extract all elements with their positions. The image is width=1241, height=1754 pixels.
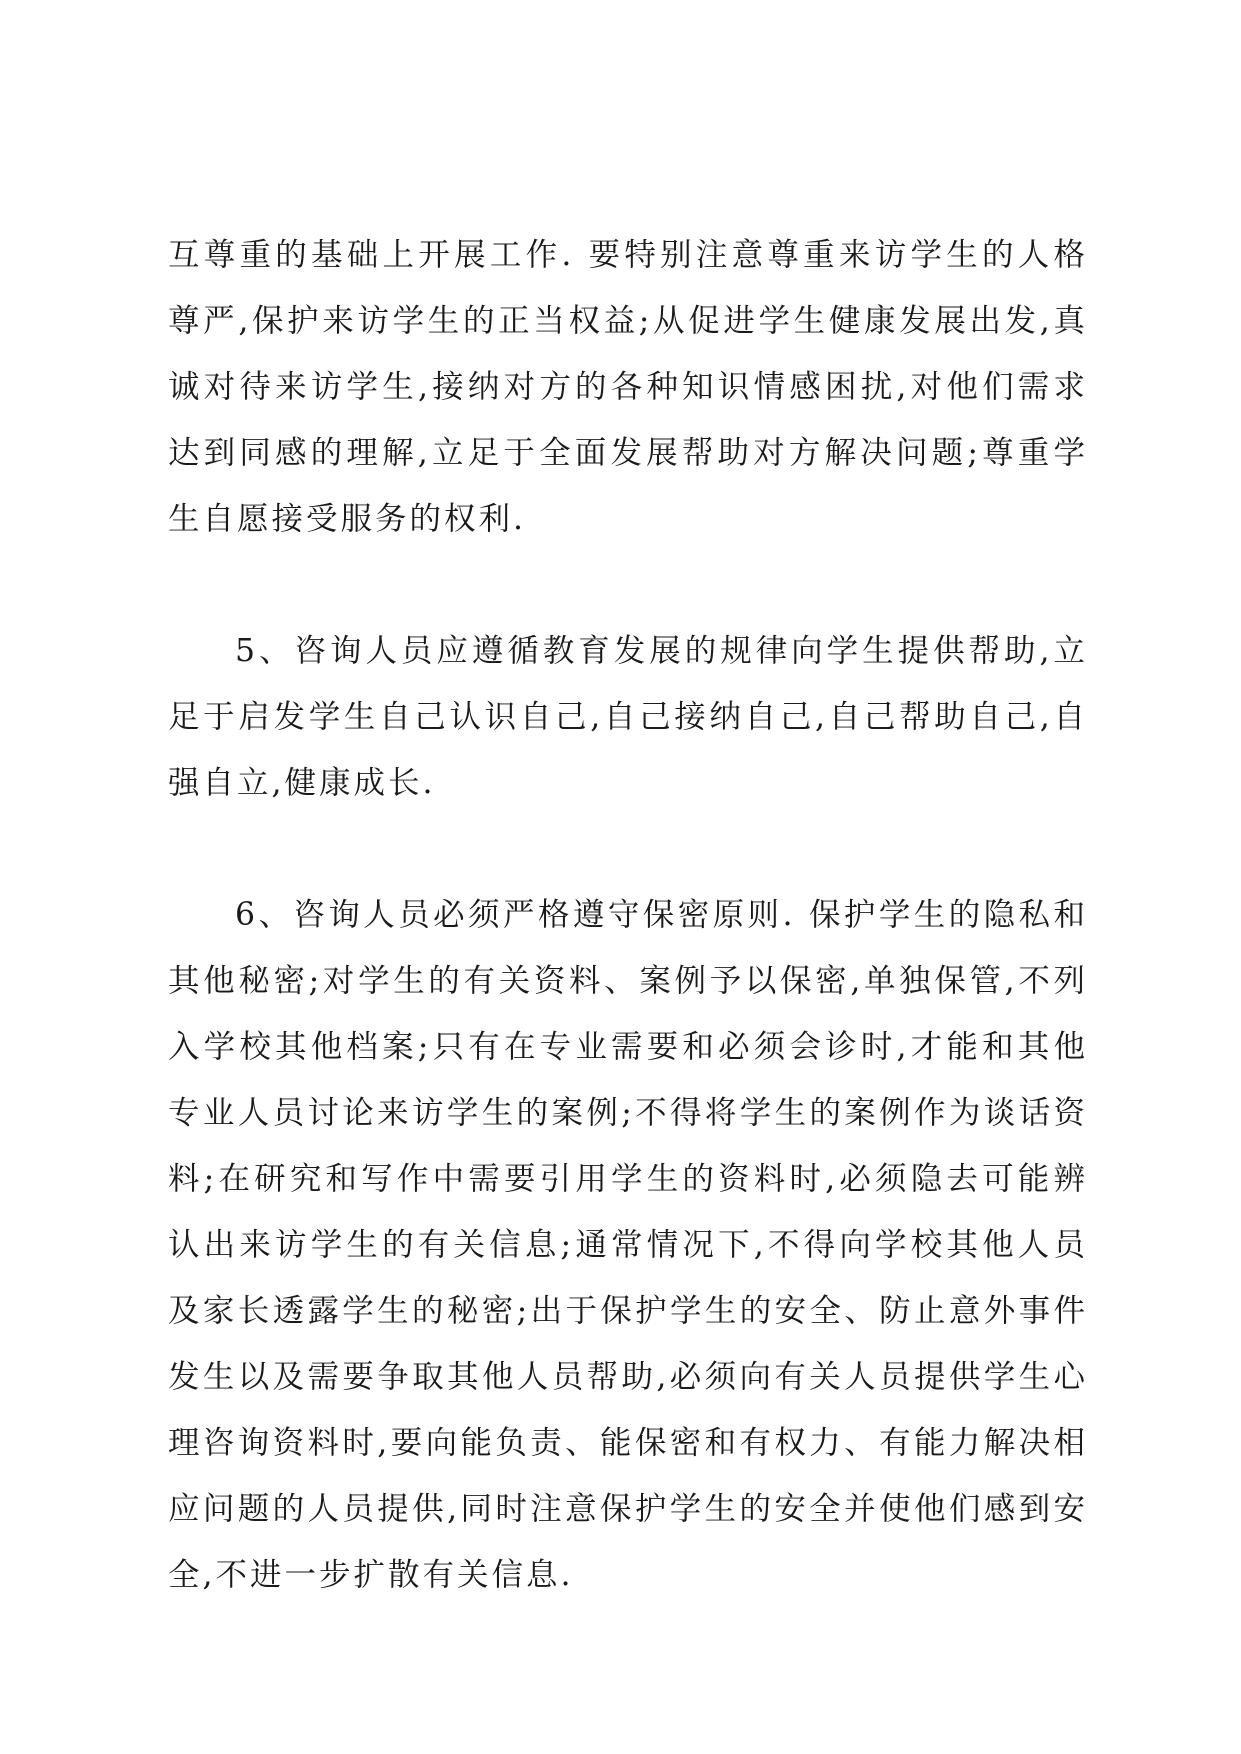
- document-body: [168, 222, 1088, 1608]
- paragraph-item-5: 5、咨询人员应遵循教育发展的规律向学生提供帮助,立足于启发学生自己认识自己,自己接纳自己,自己帮助自己,自强自立,健康成长.: [168, 633, 1088, 801]
- paragraph-item-6: 6、咨询人员必须严格遵守保密原则. 保护学生的隐私和其他秘密;对学生的有关资料、案例予以保密,单独保管,不列入学校其他档案;只有在专业需要和必须会诊时,才能和其他专业人员讨论来访学生的案例;不得将学生的案例作为谈话资料;在研究和写作中需要引用学生的资料时,必须隐去可能辨认出来访学生的有关信息;通常情况下,不得向学校其他人员及家长透露学生的秘密;出于保护学生的安全、防止意外事件发生以及需要争取其他人员帮助,必须向有关人员提供学生心理咨询资料时,要向能负责、能保密和有权力、有能力解决相应问题的人员提供,同时注意保护学生的安全并使他们感到安全,不进一步扩散有关信息.: [168, 897, 1088, 1593]
- paragraph-continuation: 互尊重的基础上开展工作. 要特别注意尊重来访学生的人格尊严,保护来访学生的正当权益;从促进学生健康发展出发,真诚对待来访学生,接纳对方的各种知识情感困扰,对他们需求达到同感的理解,立足于全面发展帮助对方解决问题;尊重学生自愿接受服务的权利.: [168, 237, 1088, 537]
